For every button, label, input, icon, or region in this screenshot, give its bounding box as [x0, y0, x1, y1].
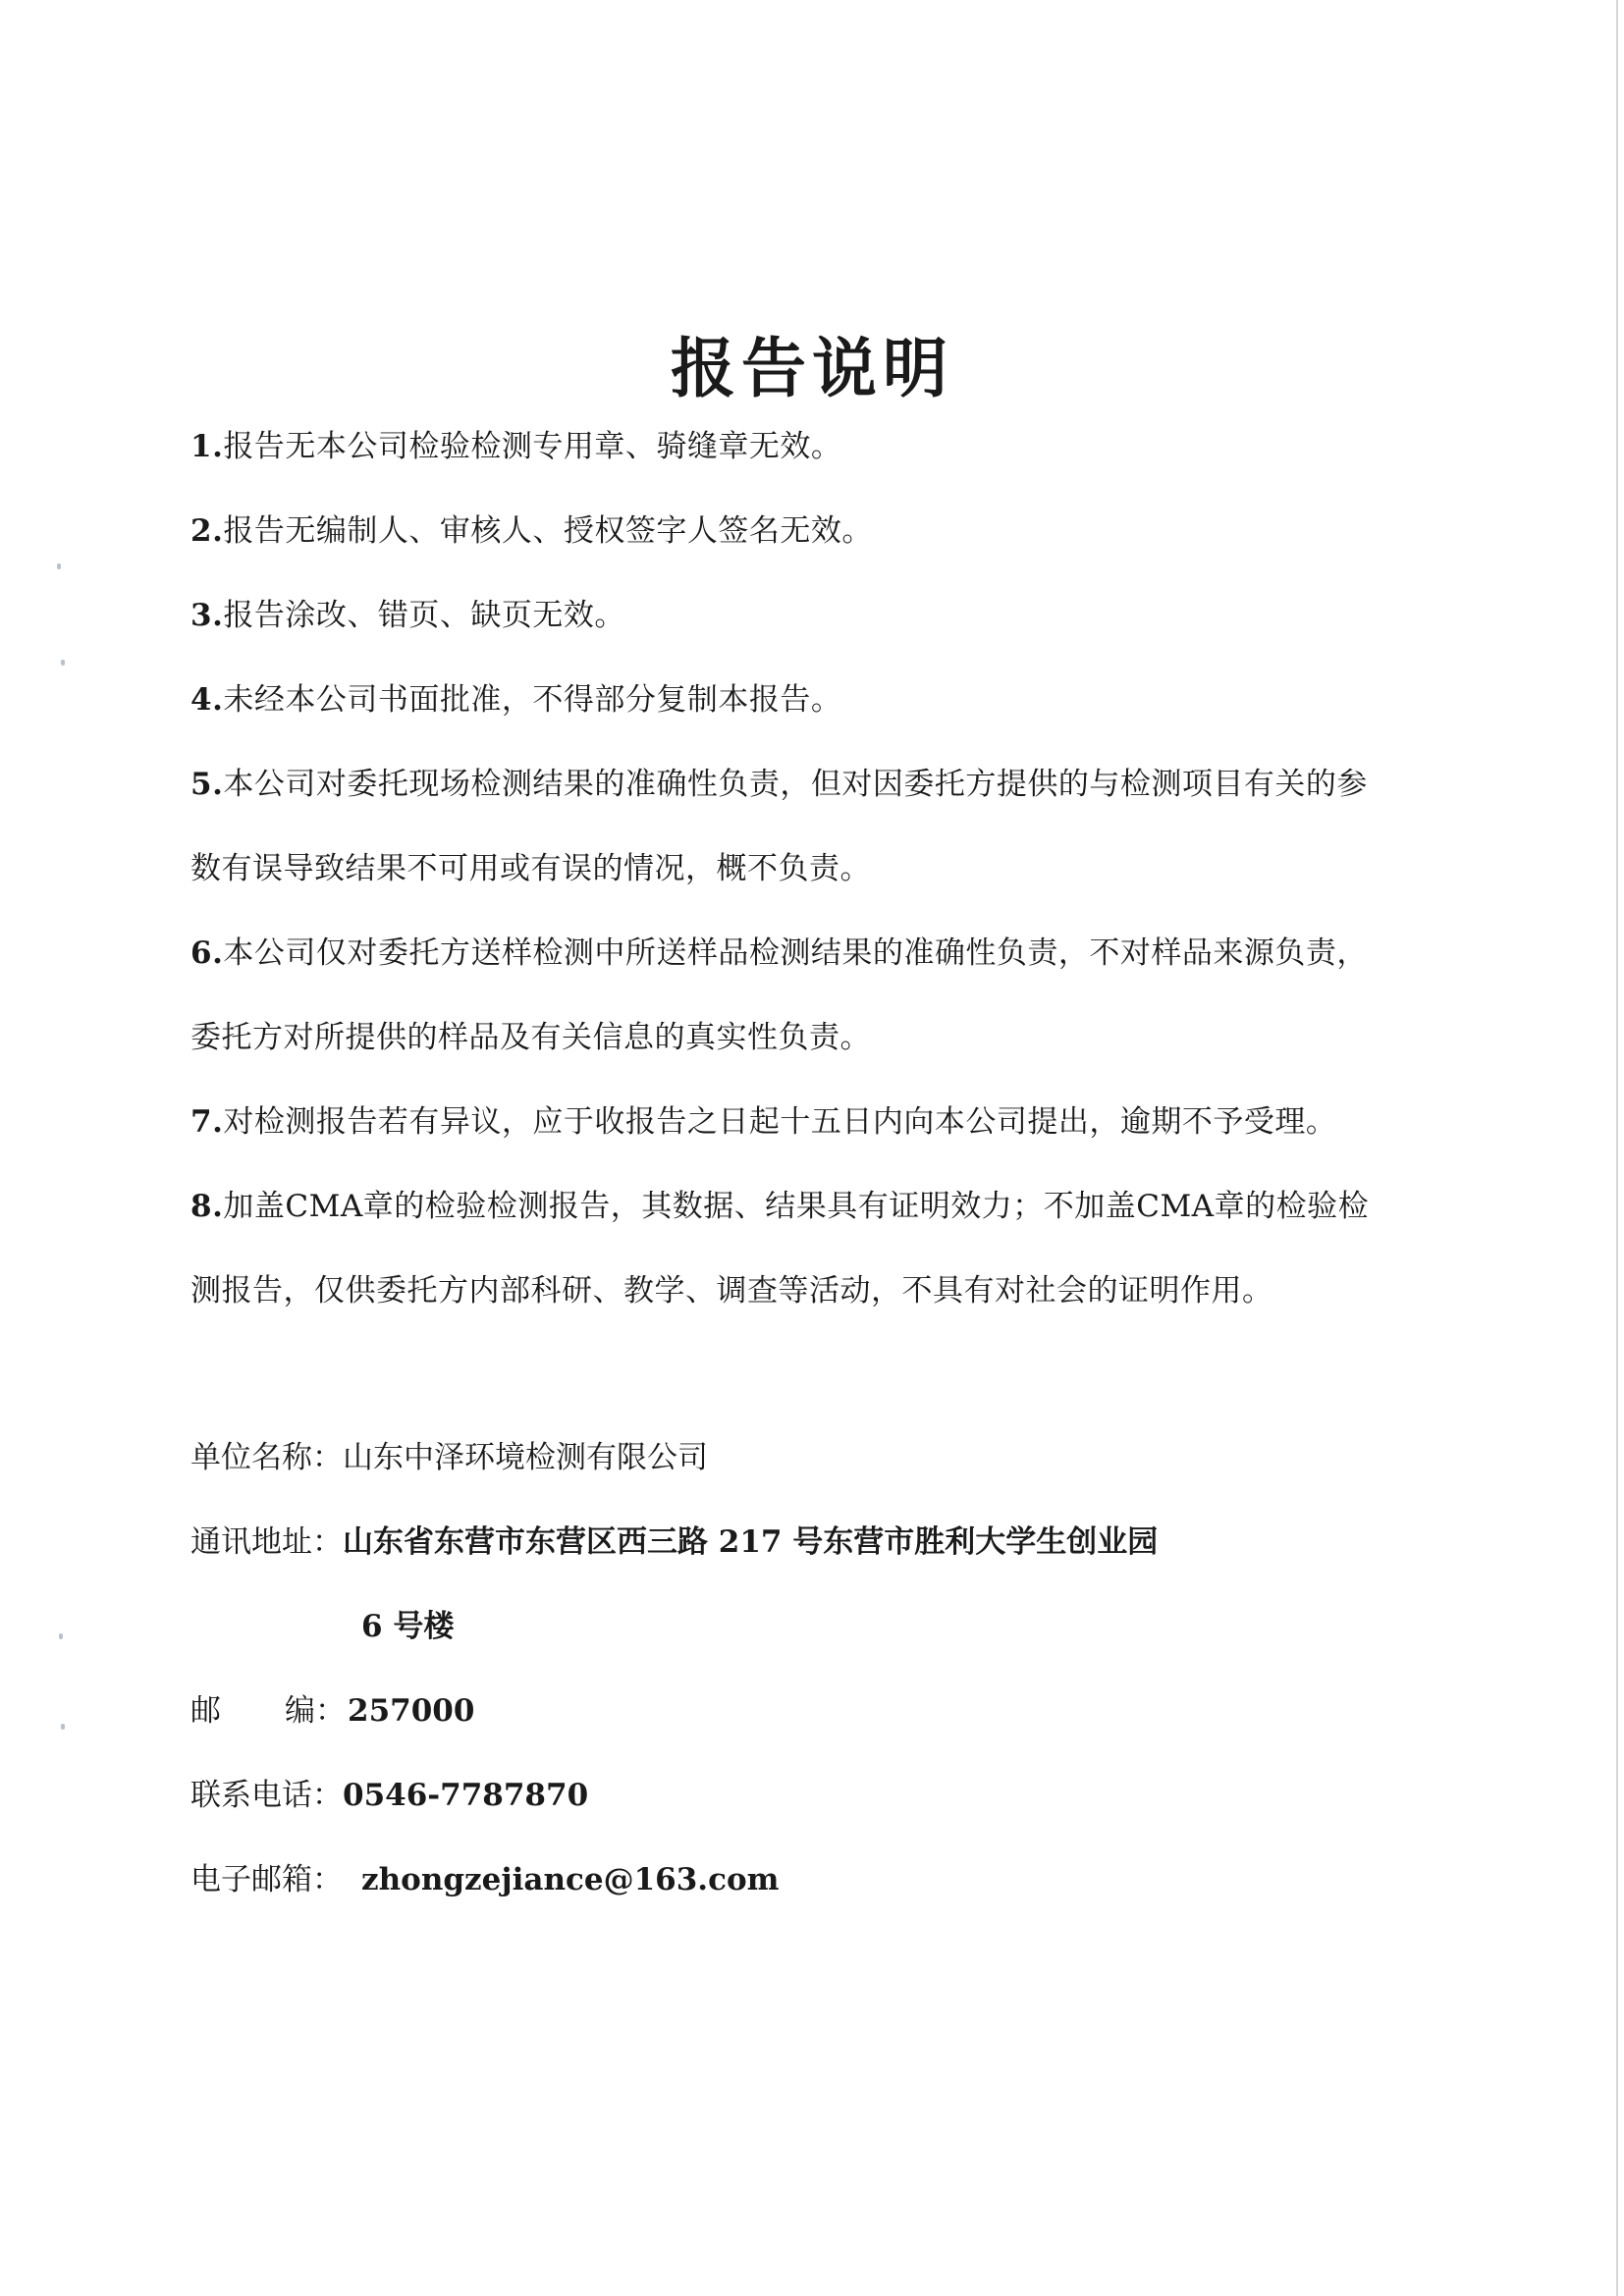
address-label: 通讯地址： [190, 1524, 343, 1560]
scan-mark [59, 1633, 63, 1639]
note-text: 报告无编制人、审核人、授权签字人签名无效。 [223, 513, 873, 549]
phone-row [190, 1753, 1447, 1838]
note-text: 加盖CMA章的检验检测报告，其数据、结果具有证明效力；不加盖CMA章的检验检 [223, 1189, 1370, 1224]
note-line [190, 1164, 1447, 1249]
note-text: 数有误导致结果不可用或有误的情况，概不负责。 [190, 851, 871, 886]
email-row [190, 1838, 1447, 1922]
note-item [190, 573, 1447, 658]
note-number: 2. [190, 513, 224, 549]
note-item [190, 911, 1447, 1080]
scan-mark [57, 563, 61, 569]
address-value-continued: 6 号楼 [361, 1609, 455, 1644]
note-text: 未经本公司书面批准，不得部分复制本报告。 [223, 682, 842, 718]
note-item [190, 1164, 1447, 1333]
note-item [190, 1080, 1447, 1164]
phone-label: 联系电话： [190, 1778, 343, 1813]
note-item [190, 404, 1447, 489]
email-label: 电子邮箱： [190, 1862, 343, 1897]
address-row-continued [190, 1584, 1447, 1669]
note-line [190, 911, 1447, 995]
note-text: 委托方对所提供的样品及有关信息的真实性负责。 [190, 1020, 871, 1055]
note-item [190, 489, 1447, 573]
note-text: 本公司对委托现场检测结果的准确性负责，但对因委托方提供的与检测项目有关的参 [223, 767, 1368, 802]
note-item [190, 658, 1447, 742]
postcode-label-char: 编： [285, 1693, 346, 1729]
note-line [190, 742, 1447, 827]
unit-name-value: 山东中泽环境检测有限公司 [343, 1440, 708, 1475]
unit-name-label: 单位名称： [190, 1440, 343, 1475]
note-number: 4. [190, 682, 224, 718]
phone-value: 0546-7787870 [343, 1778, 589, 1813]
postcode-label-char: 邮 [190, 1693, 221, 1729]
report-notes [190, 404, 1447, 1333]
postcode-row [190, 1669, 1447, 1753]
note-text: 测报告，仅供委托方内部科研、教学、调查等活动，不具有对社会的证明作用。 [190, 1273, 1273, 1308]
contact-info [190, 1415, 1447, 1922]
note-line [190, 827, 1447, 911]
page-title: 报告说明 [671, 331, 953, 407]
note-text: 本公司仅对委托方送样检测中所送样品检测结果的准确性负责，不对样品来源负责， [223, 935, 1368, 971]
note-number: 8. [190, 1189, 224, 1224]
note-line [190, 1249, 1447, 1333]
note-item [190, 742, 1447, 911]
note-text: 报告无本公司检验检测专用章、骑缝章无效。 [223, 429, 842, 464]
note-number: 5. [190, 767, 224, 802]
scan-mark [61, 660, 65, 666]
note-number: 1. [190, 429, 224, 464]
scan-mark [61, 1724, 65, 1730]
address-row [190, 1500, 1447, 1584]
postcode-value: 257000 [348, 1693, 475, 1729]
note-number: 7. [190, 1104, 224, 1140]
unit-name-row [190, 1415, 1447, 1500]
note-text: 报告涂改、错页、缺页无效。 [223, 598, 625, 633]
address-value: 山东省东营市东营区西三路 217 号东营市胜利大学生创业园 [343, 1524, 1159, 1560]
note-line [190, 995, 1447, 1080]
note-number: 3. [190, 598, 224, 633]
note-text: 对检测报告若有异议，应于收报告之日起十五日内向本公司提出，逾期不予受理。 [223, 1104, 1337, 1140]
note-number: 6. [190, 935, 224, 971]
email-value: zhongzejiance@163.com [361, 1862, 780, 1897]
postcode-label [190, 1669, 348, 1753]
